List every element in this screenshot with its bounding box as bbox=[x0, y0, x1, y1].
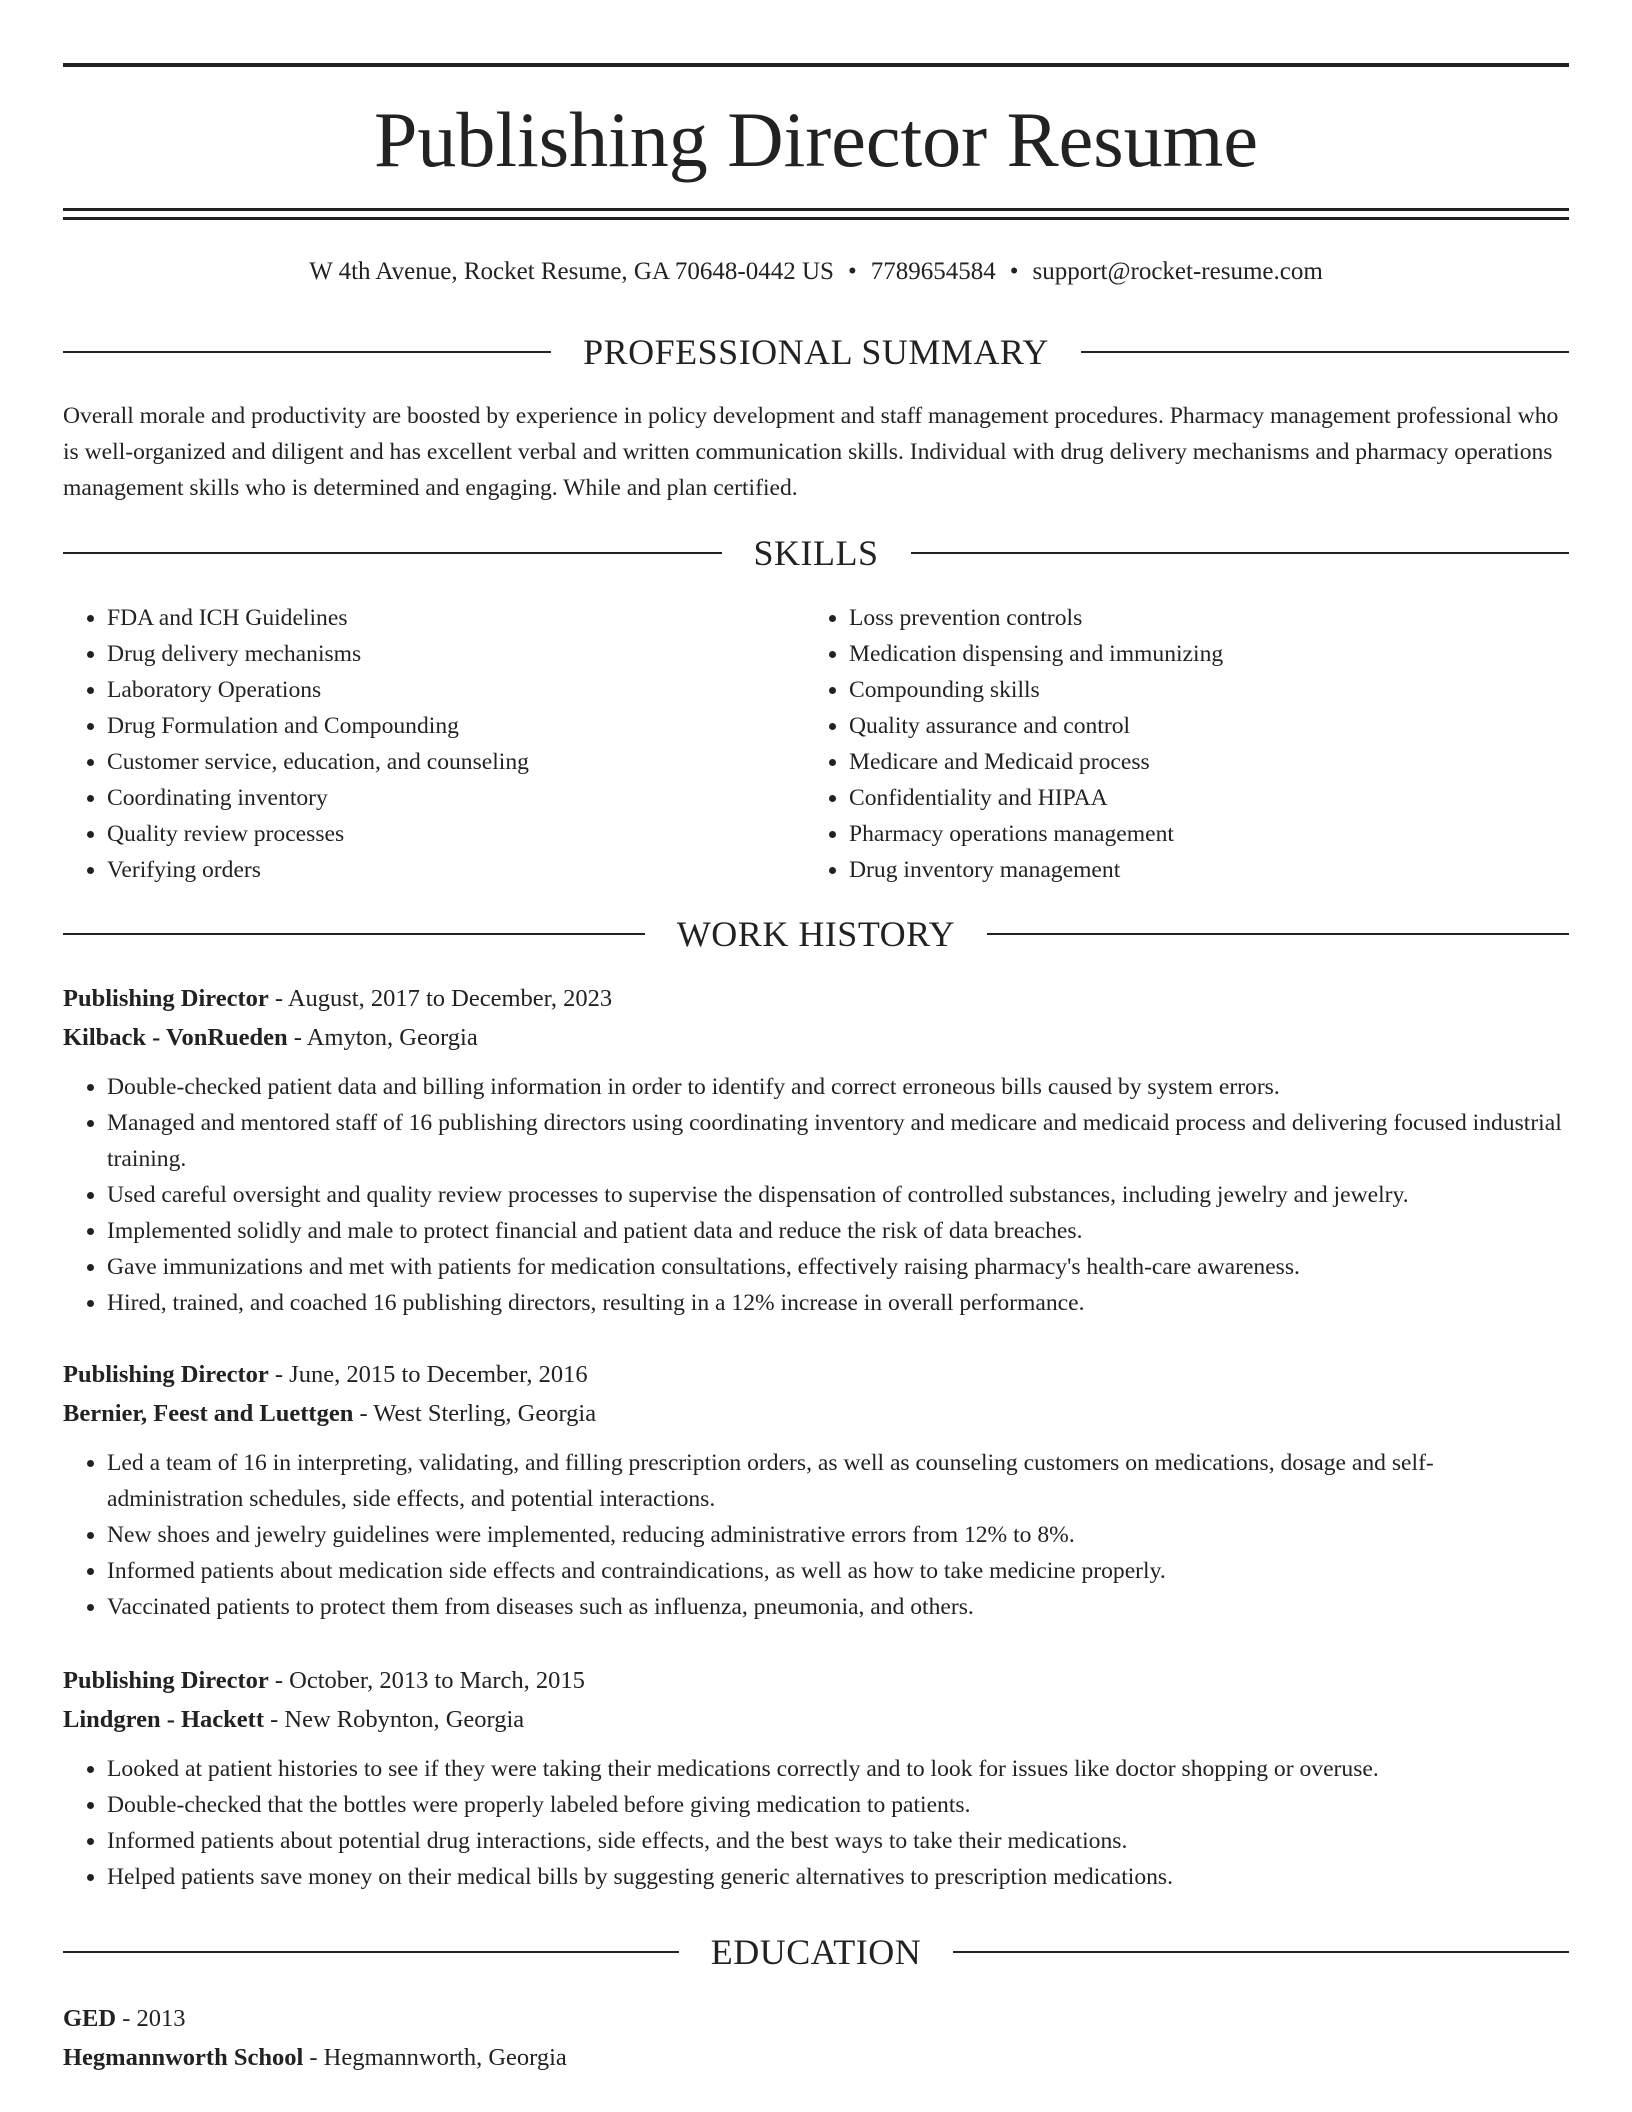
job-bullet: • Informed patients about medication side effects and contraindications, as well as how to take medicine properly. bbox=[107, 1553, 1569, 1589]
job-entry bbox=[63, 1355, 1569, 1625]
skill-item: • Customer service, education, and counseling bbox=[107, 744, 805, 780]
skills-list bbox=[63, 600, 1569, 888]
contact-email: support@rocket-resume.com bbox=[1032, 258, 1323, 285]
contact-line bbox=[63, 254, 1569, 290]
skill-item: • Drug inventory management bbox=[849, 852, 1547, 888]
skill-item: • Verifying orders bbox=[107, 852, 805, 888]
skills-column-right bbox=[805, 600, 1547, 888]
company-name: Bernier, Feest and Luettgen bbox=[63, 1400, 354, 1427]
section-rule bbox=[63, 552, 722, 554]
job-bullet: • Looked at patient histories to see if they were taking their medications correctly and to look for issues like doctor shopping or overuse. bbox=[107, 1751, 1569, 1787]
section-title: PROFESSIONAL SUMMARY bbox=[583, 332, 1049, 372]
skill-item: • Coordinating inventory bbox=[107, 780, 805, 816]
double-rule bbox=[63, 208, 1569, 220]
skill-item: • Medication dispensing and immunizing bbox=[849, 636, 1547, 672]
job-entry bbox=[63, 979, 1569, 1321]
skill-item: • Drug delivery mechanisms bbox=[107, 636, 805, 672]
job-employer bbox=[63, 1700, 1569, 1739]
contact-separator: • bbox=[1009, 258, 1019, 285]
section-header-summary bbox=[63, 327, 1569, 377]
skill-item: • Quality assurance and control bbox=[849, 708, 1547, 744]
job-bullet: • Vaccinated patients to protect them from diseases such as influenza, pneumonia, and others. bbox=[107, 1589, 1569, 1625]
job-bullet: • Implemented solidly and male to protect financial and patient data and reduce the risk of data breaches. bbox=[107, 1213, 1569, 1249]
job-title: Publishing Director bbox=[63, 1667, 269, 1694]
job-employer bbox=[63, 1394, 1569, 1433]
job-heading bbox=[63, 1661, 1569, 1700]
job-heading bbox=[63, 1355, 1569, 1394]
job-bullet: • New shoes and jewelry guidelines were implemented, reducing administrative errors from 12% to 8%. bbox=[107, 1517, 1569, 1553]
job-bullet: • Hired, trained, and coached 16 publishing directors, resulting in a 12% increase in overall performance. bbox=[107, 1285, 1569, 1321]
company-location: - New Robynton, Georgia bbox=[264, 1706, 525, 1733]
section-rule bbox=[911, 552, 1570, 554]
section-header-work bbox=[63, 909, 1569, 959]
job-title: Publishing Director bbox=[63, 985, 269, 1012]
education-entry bbox=[63, 1999, 1569, 2077]
section-rule bbox=[1081, 351, 1569, 353]
job-dates: - October, 2013 to March, 2015 bbox=[268, 1667, 585, 1694]
section-rule bbox=[63, 351, 551, 353]
section-rule bbox=[63, 1951, 679, 1953]
skill-item: • Compounding skills bbox=[849, 672, 1547, 708]
job-bullet: • Used careful oversight and quality review processes to supervise the dispensation of controlled substances, including jewelry and jewelry. bbox=[107, 1177, 1569, 1213]
job-bullet: • Gave immunizations and met with patients for medication consultations, effectively raising pharmacy's health-care awareness. bbox=[107, 1249, 1569, 1285]
page-title: Publishing Director Resume bbox=[374, 96, 1258, 183]
skill-item: • Confidentiality and HIPAA bbox=[849, 780, 1547, 816]
job-bullet: • Double-checked that the bottles were properly labeled before giving medication to patients. bbox=[107, 1787, 1569, 1823]
section-header-skills bbox=[63, 528, 1569, 578]
education-school bbox=[63, 2038, 1569, 2077]
job-employer bbox=[63, 1018, 1569, 1057]
school-location: - Hegmannworth, Georgia bbox=[303, 2044, 567, 2071]
top-rule bbox=[63, 63, 1569, 67]
contact-address: W 4th Avenue, Rocket Resume, GA 70648-0442 US bbox=[309, 258, 834, 285]
skill-item: • Loss prevention controls bbox=[849, 600, 1547, 636]
school-name: Hegmannworth School bbox=[63, 2044, 304, 2071]
section-rule bbox=[953, 1951, 1569, 1953]
contact-phone: 7789654584 bbox=[870, 258, 996, 285]
job-dates: - June, 2015 to December, 2016 bbox=[268, 1361, 588, 1388]
degree-year: - 2013 bbox=[116, 2005, 186, 2032]
section-title: SKILLS bbox=[753, 533, 879, 573]
contact-separator: • bbox=[847, 258, 857, 285]
skill-item: • Medicare and Medicaid process bbox=[849, 744, 1547, 780]
job-bullets bbox=[63, 1751, 1569, 1895]
section-rule bbox=[63, 933, 645, 935]
skill-item: • Drug Formulation and Compounding bbox=[107, 708, 805, 744]
summary-text: Overall morale and productivity are boosted by experience in policy development and staff management procedures. Pharmacy management professional who is well-organized and diligent and has excellent verbal and written communication skills. Individual with drug delivery mechanisms and pharmacy operations management skills who is determined and engaging. While and plan certified. bbox=[63, 403, 1559, 501]
section-rule bbox=[987, 933, 1569, 935]
job-bullet: • Informed patients about potential drug interactions, side effects, and the best ways to take their medications. bbox=[107, 1823, 1569, 1859]
job-dates: - August, 2017 to December, 2023 bbox=[268, 985, 613, 1012]
company-location: - Amyton, Georgia bbox=[287, 1024, 478, 1051]
job-entry bbox=[63, 1661, 1569, 1895]
degree-name: GED bbox=[63, 2005, 117, 2032]
job-bullet: • Led a team of 16 in interpreting, validating, and filling prescription orders, as well as counseling customers on medications, dosage and self-administration schedules, side effects, and potential interactions. bbox=[107, 1445, 1569, 1517]
job-bullets bbox=[63, 1445, 1569, 1625]
education-heading bbox=[63, 1999, 1569, 2038]
section-header-education bbox=[63, 1927, 1569, 1977]
skill-item: • Laboratory Operations bbox=[107, 672, 805, 708]
skill-item: • Pharmacy operations management bbox=[849, 816, 1547, 852]
job-bullet: • Managed and mentored staff of 16 publishing directors using coordinating inventory and medicare and medicaid process and delivering focused industrial training. bbox=[107, 1105, 1569, 1177]
job-heading bbox=[63, 979, 1569, 1018]
company-name: Kilback - VonRueden bbox=[63, 1024, 288, 1051]
skill-item: • Quality review processes bbox=[107, 816, 805, 852]
section-title: EDUCATION bbox=[710, 1932, 922, 1972]
company-location: - West Sterling, Georgia bbox=[353, 1400, 597, 1427]
section-title: WORK HISTORY bbox=[676, 914, 956, 954]
job-title: Publishing Director bbox=[63, 1361, 269, 1388]
job-bullet: • Double-checked patient data and billing information in order to identify and correct erroneous bills caused by system errors. bbox=[107, 1069, 1569, 1105]
skill-item: • FDA and ICH Guidelines bbox=[107, 600, 805, 636]
company-name: Lindgren - Hackett bbox=[63, 1706, 264, 1733]
job-bullet: • Helped patients save money on their medical bills by suggesting generic alternatives to prescription medications. bbox=[107, 1859, 1569, 1895]
skills-column-left bbox=[63, 600, 805, 888]
job-bullets bbox=[63, 1069, 1569, 1321]
